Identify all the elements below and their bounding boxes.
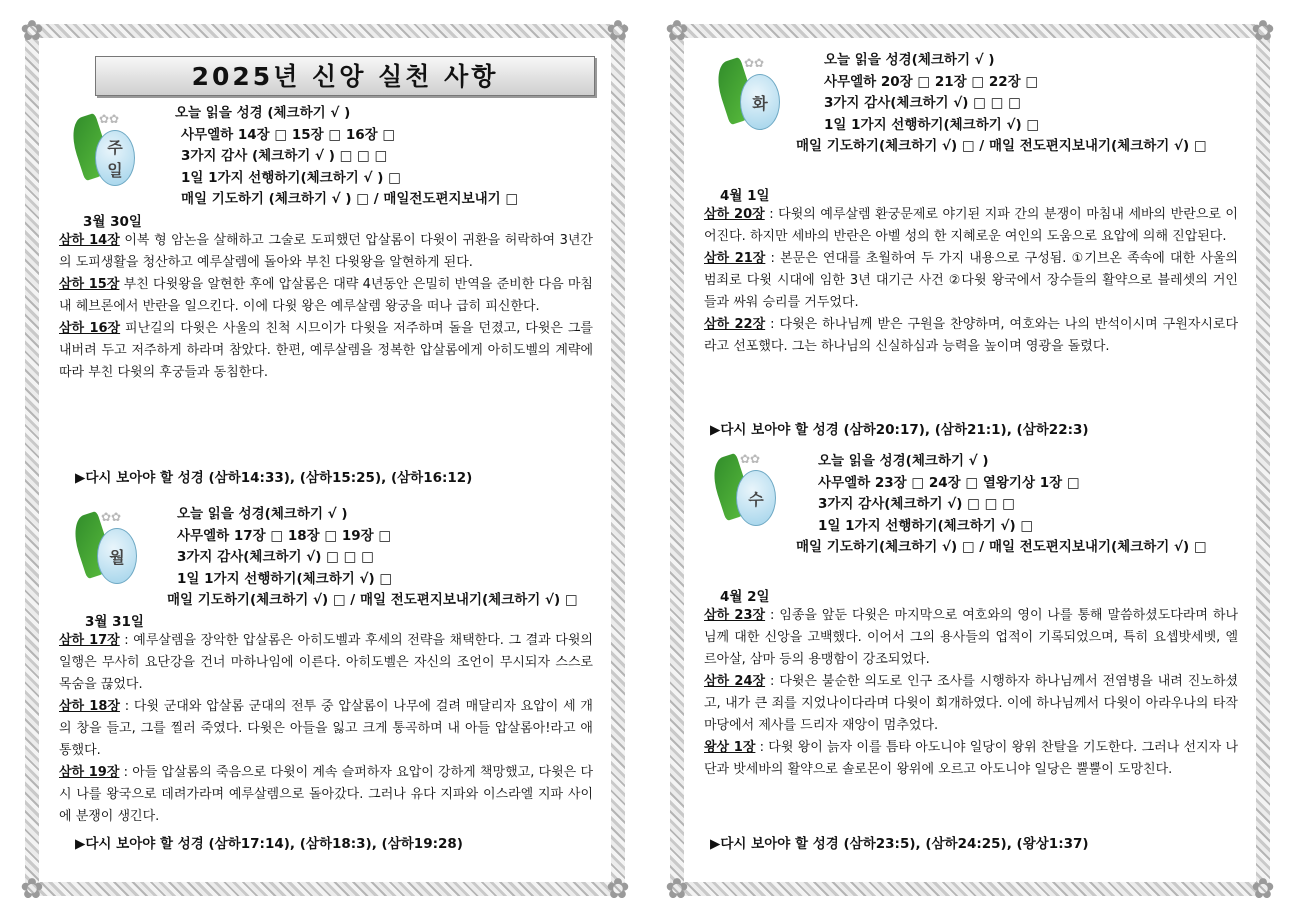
chapter-ref: 삼하 21장 [704, 251, 766, 266]
chapter-entry [704, 314, 1238, 358]
flower-ornament-icon: ✿ [665, 872, 689, 905]
chapter-ref: 삼하 14장 [59, 233, 120, 248]
chapter-ref: 삼하 22장 [704, 317, 766, 332]
checklist-row: 매일 기도하기(체크하기 √) □ / 매일 전도편지보내기(체크하기 √) □ [167, 592, 578, 608]
chapter-text: : 예루살렘을 장악한 압살롬은 아히도벨과 후세의 전략을 채택한다. 그 결과 다윗의 일행은 무사히 요단강을 건너 마하나임에 이른다. 아히도벨은 자신의 조언이 무시되자 스스로 목숨을 끊었다. [59, 633, 593, 692]
checklist [796, 451, 1207, 559]
checklist [796, 50, 1207, 158]
day-label: 주 일 [95, 130, 135, 186]
chapter-entry [59, 630, 593, 696]
reading-summary [59, 230, 593, 384]
reading-date: 3월 30일 [83, 214, 142, 230]
chapter-entry [704, 605, 1238, 671]
checklist-row: 오늘 읽을 성경(체크하기 √ ) [177, 506, 348, 522]
chapter-text: : 다윗은 불순한 의도로 인구 조사를 시행하자 하나님께서 전염병을 내려 진노하셨고, 내가 큰 죄를 지었나이다라며 다윗이 회개하였다. 이에 하나님께서 다윗이 아라우나의 타작마당에서 제사를 드리자 재앙이 멈추었다. [704, 674, 1239, 733]
chapter-entry [59, 318, 593, 384]
day-label: 수 [736, 470, 776, 526]
checklist-row: 오늘 읽을 성경(체크하기 √ ) [824, 52, 995, 68]
lily-of-valley-icon: ✿✿ [99, 112, 120, 126]
day-badge-sunday [75, 110, 137, 190]
checklist-row: 3가지 감사(체크하기 √) □ □ □ [177, 549, 374, 565]
checklist-row: 1일 1가지 선행하기(체크하기 √) □ [818, 517, 1034, 534]
chapter-text: : 아들 압살롬의 죽음으로 다윗이 계속 슬퍼하자 요압이 강하게 책망했고, 다윗은 다시 나를 왕국으로 데려가라며 예루살렘으로 돌아갔다. 그러나 유다 지파와 이스라엘 지파 사이에 분쟁이 생긴다. [59, 765, 594, 824]
chapter-text: 이복 형 암논을 살해하고 그술로 도피했던 압살롬이 다윗이 귀환을 허락하여 3년간의 도피생활을 청산하고 예루살렘에 돌아와 부친 다윗왕을 알현하게 된다. [59, 233, 593, 270]
chapter-text: 피난길의 다윗은 사울의 친척 시므이가 다윗을 저주하며 돌을 던졌고, 다윗은 그를 내버려 두고 저주하게 하라며 참았다. 한편, 예루살렘을 정복한 압살롬에게 아히도벨의 계략에 따라 부친 다윗의 후궁들과 동침한다. [59, 321, 593, 380]
chapter-text: : 다윗의 예루살렘 환궁문제로 야기된 지파 간의 분쟁이 마침내 세바의 반란으로 이어진다. 하지만 세바의 반란은 아벨 성의 한 지혜로운 여인의 도움으로 요압에 의해 진압된다. [704, 207, 1238, 244]
checklist-row: 매일 기도하기(체크하기 √) □ / 매일 전도편지보내기(체크하기 √) □ [796, 138, 1207, 154]
reading-date: 4월 1일 [720, 188, 770, 204]
chapter-text: 부친 다윗왕을 알현한 후에 압살롬은 대략 4년동안 은밀히 반역을 준비한 다음 마침내 헤브론에서 반란을 일으킨다. 이에 다윗 왕은 예루살렘 왕궁을 떠나 급히 피신한다. [59, 277, 593, 314]
chapter-ref: 삼하 17장 [59, 633, 120, 648]
flower-ornament-icon: ✿ [20, 872, 44, 905]
chapter-ref: 삼하 24장 [704, 674, 766, 689]
day-label: 화 [740, 74, 780, 130]
chapter-text: : 다윗 군대와 압살롬 군대의 전투 중 압살롬이 나무에 걸려 매달리자 요압이 세 개의 창을 들고, 그를 찔러 죽였다. 다윗은 아들을 잃고 크게 통곡하며 내 아들 압살롬아!라고 애통했다. [59, 699, 593, 758]
review-verses: ▶다시 보아야 할 성경 (삼하20:17), (삼하21:1), (삼하22:3) [710, 422, 1089, 438]
reading-summary [704, 605, 1238, 781]
review-verses: ▶다시 보아야 할 성경 (삼하14:33), (삼하15:25), (삼하16:12) [75, 470, 473, 486]
flower-ornament-icon: ✿ [665, 14, 689, 47]
chapter-ref: 삼하 15장 [59, 277, 120, 292]
lily-of-valley-icon: ✿✿ [101, 510, 122, 524]
day-label: 월 [97, 528, 137, 584]
checklist-row: 사무엘하 14장 □ 15장 □ 16장 □ [181, 126, 396, 143]
review-verses: ▶다시 보아야 할 성경 (삼하17:14), (삼하18:3), (삼하19:28) [75, 836, 463, 852]
checklist-row: 1일 1가지 선행하기(체크하기 √) □ [824, 116, 1040, 133]
chapter-text: : 본문은 연대를 초월하여 두 가지 내용으로 구성됨. ①기브온 족속에 대한 사울의 범죄로 다윗 시대에 임한 3년 대기근 사건 ②다윗 왕국에서 장수들의 활약으로 블레셋의 거인들과 싸워 승리를 거두었다. [704, 251, 1238, 310]
chapter-text: : 다윗 왕이 늙자 이를 틈타 아도니야 일당이 왕위 찬탈을 기도한다. 그러나 선지자 나단과 밧세바의 활약으로 솔로몬이 왕위에 오르고 아도니야 일당은 뿔뿔이 도망친다. [704, 740, 1239, 777]
right-page [665, 14, 1275, 905]
chapter-ref: 삼하 18장 [59, 699, 120, 714]
checklist-row: 1일 1가지 선행하기(체크하기 √ ) □ [181, 169, 401, 186]
flower-ornament-icon: ✿ [606, 14, 630, 47]
page-title: 2025년 신앙 실천 사항 [95, 56, 595, 96]
checklist-row: 사무엘하 20장 □ 21장 □ 22장 □ [824, 73, 1039, 90]
chapter-ref: 왕상 1장 [704, 740, 756, 755]
flower-ornament-icon: ✿ [1251, 14, 1275, 47]
checklist-row: 3가지 감사(체크하기 √) □ □ □ [818, 496, 1015, 512]
lily-of-valley-icon: ✿✿ [740, 452, 761, 466]
review-verses: ▶다시 보아야 할 성경 (삼하23:5), (삼하24:25), (왕상1:37) [710, 836, 1089, 852]
left-page [20, 14, 630, 905]
chapter-ref: 삼하 16장 [59, 321, 121, 336]
chapter-entry [704, 248, 1238, 314]
chapter-entry [704, 204, 1238, 248]
checklist-row: 1일 1가지 선행하기(체크하기 √) □ [177, 570, 393, 587]
day-badge-wednesday [716, 450, 778, 530]
chapter-ref: 삼하 23장 [704, 608, 766, 623]
chapter-entry [59, 274, 593, 318]
checklist-row: 오늘 읽을 성경(체크하기 √ ) [818, 453, 989, 469]
checklist-row: 오늘 읽을 성경 (체크하기 √ ) [175, 105, 351, 121]
flower-ornament-icon: ✿ [606, 872, 630, 905]
checklist-row: 사무엘하 17장 □ 18장 □ 19장 □ [177, 527, 392, 544]
reading-summary [59, 630, 593, 828]
checklist [175, 103, 518, 211]
flower-ornament-icon: ✿ [20, 14, 44, 47]
reading-date: 4월 2일 [720, 589, 770, 605]
lily-of-valley-icon: ✿✿ [744, 56, 765, 70]
checklist [161, 504, 578, 612]
chapter-entry [59, 230, 593, 274]
checklist-row: 3가지 감사(체크하기 √) □ □ □ [824, 95, 1021, 111]
chapter-entry [704, 737, 1238, 781]
chapter-text: : 임종을 앞둔 다윗은 마지막으로 여호와의 영이 나를 통해 말씀하셨도다라며 하나님께 대한 신앙을 고백했다. 이어서 그의 용사들의 업적이 기록되었으며, 특히 요셉밧세벳, 엘르아살, 삼마 등의 용맹함이 강조되었다. [704, 608, 1239, 667]
chapter-ref: 삼하 19장 [59, 765, 120, 780]
reading-date: 3월 31일 [85, 614, 144, 630]
chapter-entry [704, 671, 1238, 737]
reading-summary [704, 204, 1238, 358]
chapter-text: : 다윗은 하나님께 받은 구원을 찬양하며, 여호와는 나의 반석이시며 구원자시로다라고 선포했다. 그는 하나님의 신실하심과 능력을 높이며 영광을 돌렸다. [704, 317, 1238, 354]
checklist-row: 사무엘하 23장 □ 24장 □ 열왕기상 1장 □ [818, 474, 1080, 491]
flower-ornament-icon: ✿ [1251, 872, 1275, 905]
checklist-row: 매일 기도하기 (체크하기 √ ) □ / 매일전도편지보내기 □ [181, 191, 519, 207]
chapter-ref: 삼하 20장 [704, 207, 765, 222]
day-badge-monday [77, 508, 139, 588]
checklist-row: 매일 기도하기(체크하기 √) □ / 매일 전도편지보내기(체크하기 √) □ [796, 539, 1207, 555]
chapter-entry [59, 696, 593, 762]
chapter-entry [59, 762, 593, 828]
day-badge-tuesday [720, 54, 782, 134]
checklist-row: 3가지 감사 (체크하기 √ ) □ □ □ [181, 148, 388, 164]
